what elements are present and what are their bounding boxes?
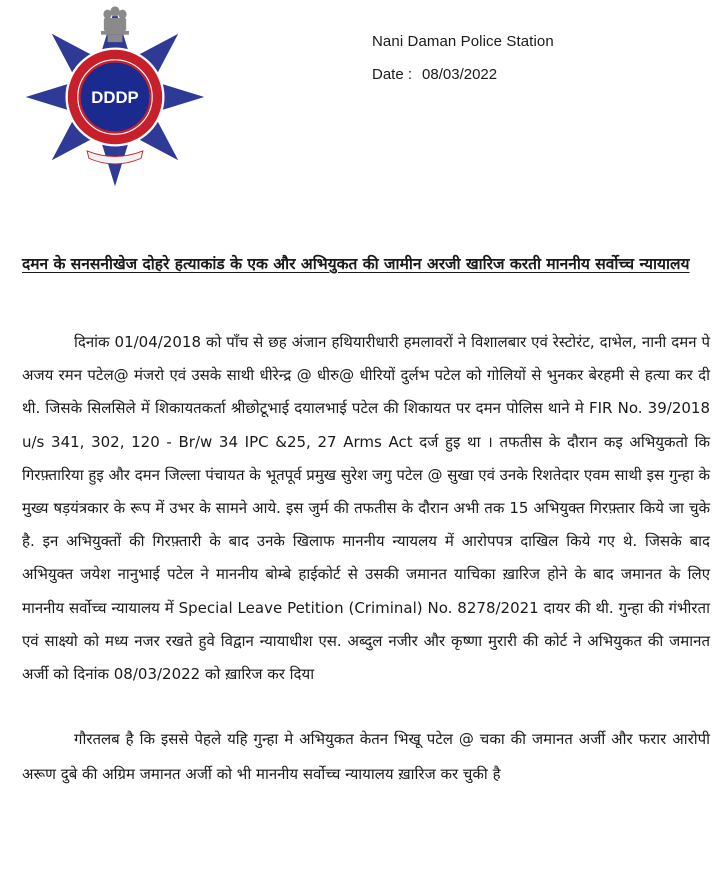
press-date — [372, 66, 497, 83]
body-paragraph-1: दिनांक 01/04/2018 को पाँच से छह अंजान हथियारीधारी हमलावरों ने विशालबार एवं रेस्टोरंट, दाभेल, नानी दमन पे अजय रमन पटेल@ मंजरो एवं उसके साथी धीरेन्द्र @ धीरु@ धीरियों दुर्लभ पटेल को गोलियों से भुनकर बेरहमी से हत्या कर दी थी. जिसके सिलसिले में शिकायतकर्ता श्रीछोटूभाई दयालभाई पटेल की शिकायत पर दमन पोलिस थाने मे FIR No. 39/2018 u/s 341, 302, 120 - Br/w 34 IPC &25, 27 Arms Act दर्ज हुइ था । तफतीस के दौरान कइ अभियुकतो कि गिरफ़्तारिया हुइ और दमन जिल्ला पंचायत के भूतपूर्व प्रमुख सुरेश जगु पटेल @ सुखा एवं उनके रिशतेदार एवम साथी इस गुन्हा के मुख्य षड़यंत्रकार के रूप में उभर के सामने आये. इस जुर्म की तफतीस के दौरान अभी तक 15 अभियुक्त गिरफ़्तार किये जा चुके है. इन अभियुक्तों की गिरफ़्तारी के बाद उनके खिलाफ माननीय न्यायलय में आरोपपत्र दाखिल किये गए थे. जिसके बाद अभियुक्त जयेश नानुभाई पटेल ने माननीय बोम्बे हाईकोर्ट से उसकी जमानत याचिका ख़ारिज होने के बाद जमानत के लिए माननीय सर्वोच्च न्यायालय में Special Leave Petition (Criminal) No. 8278/2021 दायर की थी. गुन्हा की गंभीरता एवं साक्ष्यो को मध्य नजर रखते हुवे विद्वान न्यायाधीश एस. अब्दुल नजीर और कृष्णा मुरारी की कोर्ट ने अभियुकत की जमानत अर्जी को दिनांक 08/03/2022 को ख़ारिज कर दिया — [22, 333, 711, 684]
police-station-name: Nani Daman Police Station — [372, 33, 554, 50]
date-value: 08/03/2022 — [422, 66, 498, 83]
body-paragraph-2: गौरतलब है कि इससे पेहले यहि गुन्हा मे अभियुकत केतन भिखू पटेल @ चका की जमानत अर्जी और फरार आरोपी अरूण दुबे की अग्रिम जमानत अर्जी को भी माननीय सर्वोच्च न्यायालय ख़ारिज कर चुकी है — [22, 730, 710, 783]
headline: दमन के सनसनीखेज दोहरे हत्याकांड के एक और अभियुकत की जामीन अरजी खारिज करती माननीय सर्वोच्च न्यायालय — [22, 255, 690, 273]
logo-text: DDDP — [91, 88, 139, 108]
dddp-logo — [22, 4, 208, 190]
emblem-icon — [101, 6, 129, 42]
date-label: Date : — [372, 66, 413, 83]
